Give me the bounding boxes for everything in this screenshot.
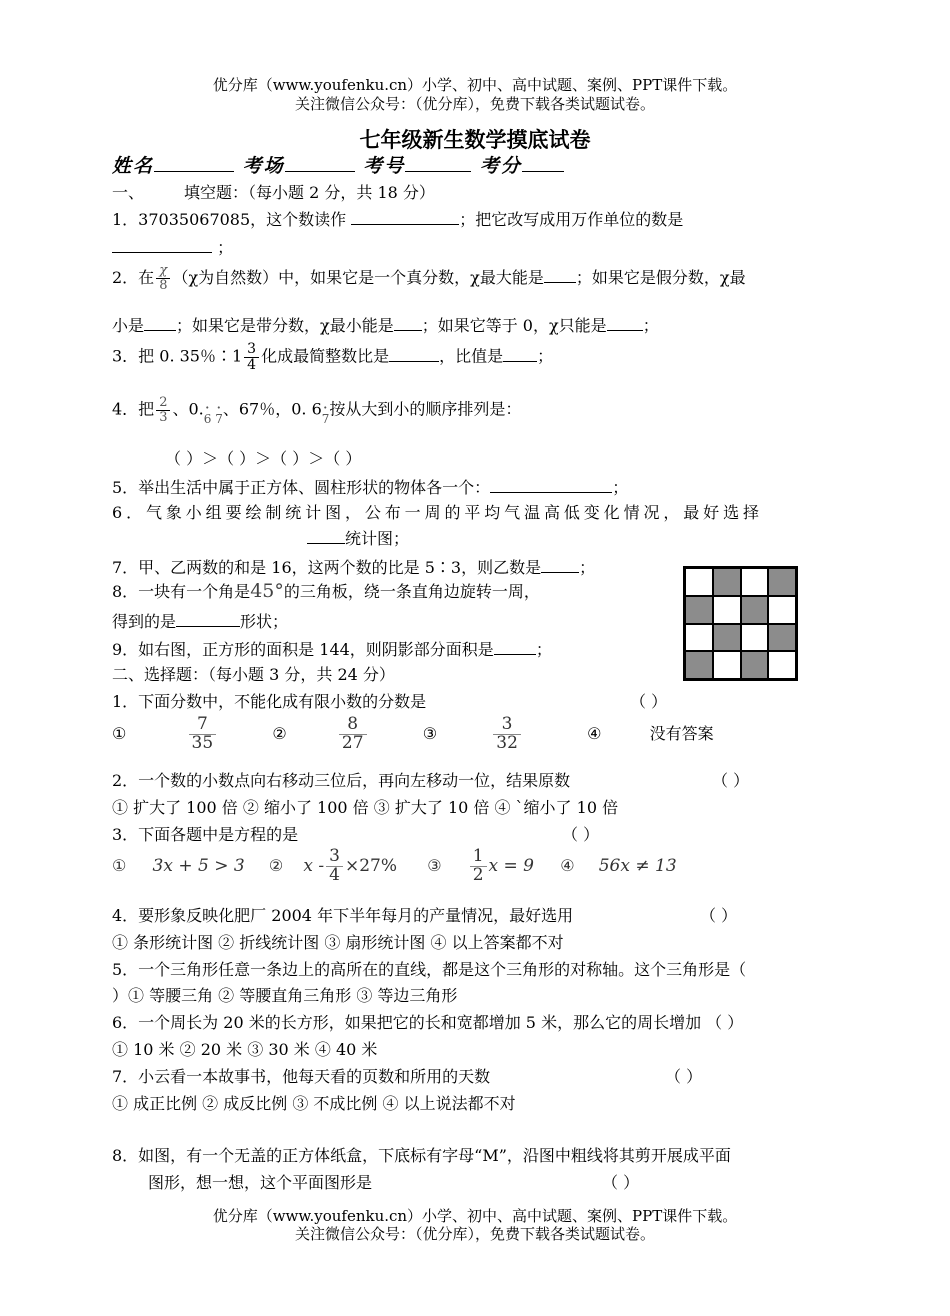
s1-q4-text-c: 、67％，0. 6: [222, 399, 322, 419]
s1-q2-text-e: ；如果它是带分数，χ最小能是: [176, 316, 394, 335]
s1-q2: [112, 264, 746, 293]
s1-q6-line2: [307, 525, 409, 549]
fraction-denominator: 27: [341, 732, 364, 753]
s2-q3-answer[interactable]: （ ）: [562, 825, 600, 844]
grid-cell: [741, 624, 769, 652]
option-3-marker[interactable]: ③: [422, 723, 438, 743]
s1-q5-blank[interactable]: [490, 474, 612, 493]
grid-cell: [741, 568, 769, 596]
fraction-numerator: 1: [470, 848, 487, 867]
s1-q7: [112, 554, 595, 578]
option-4-marker[interactable]: ④: [587, 723, 602, 743]
section2-heading: 二、选择题：（每小题 3 分，共 24 分）: [112, 665, 395, 684]
s1-q3-blank-1[interactable]: [389, 343, 439, 362]
s1-q3-blank-2[interactable]: [503, 343, 537, 362]
grid-cell-shaded: [768, 568, 796, 596]
s1-q9-text-a: 9．如右图，正方形的面积是 144，则阴影部分面积是: [112, 640, 494, 659]
grid-cell: [713, 651, 741, 679]
fraction-denominator: 2: [472, 864, 484, 885]
s1-q8-text-d: 形状；: [240, 612, 289, 631]
s1-q2-text-a: 2．在: [112, 268, 155, 287]
s1-q4-fraction: [156, 396, 170, 424]
grid-cell: [768, 651, 796, 679]
s2-q1-answer[interactable]: （ ）: [630, 692, 668, 711]
s1-q8-text-a: 8．一块有一个角是: [112, 582, 251, 601]
s2-q5: 5．一个三角形任意一条边上的高所在的直线，都是这个三角形的对称轴。这个三角形是（: [112, 960, 747, 979]
fraction-denominator: 3: [159, 409, 168, 425]
s2-q1: 1．下面分数中，不能化成有限小数的分数是: [112, 692, 427, 711]
option-4-text: 没有答案: [649, 723, 714, 743]
fraction-numerator: 3: [326, 848, 343, 867]
number-blank[interactable]: [405, 153, 471, 172]
section1-heading: [112, 180, 435, 203]
s2-q3-expr-2b: ×27%: [344, 855, 397, 876]
name-label: 姓名: [112, 155, 155, 177]
section1-number: 一、: [112, 183, 145, 202]
s1-q3-text-c: ，比值是: [439, 346, 504, 366]
s1-q2-text-b: （χ为自然数）中，如果它是一个真分数，χ最大能是: [172, 268, 544, 287]
s2-q5-options[interactable]: ）① 等腰三角 ② 等腰直角三角形 ③ 等边三角形: [112, 986, 458, 1005]
s2-q8: 8．如图，有一个无盖的正方体纸盒，下底标有字母“M”，沿图中粗线将其剪开展成平面: [112, 1146, 731, 1165]
s1-q5: [112, 474, 628, 498]
s1-q1-text-c: ；: [217, 238, 234, 257]
s1-q9-blank[interactable]: [494, 636, 536, 655]
s2-q7-options[interactable]: ① 成正比例 ② 成反比例 ③ 不成比例 ④ 以上说法都不对: [112, 1094, 516, 1113]
s1-q1-text-b: ；把它改写成用万作单位的数是: [459, 210, 684, 229]
s2-q3-expr-3: x = 9: [488, 855, 535, 876]
s1-q6: 6．气象小组要绘制统计图，公布一周的平均气温高低变化情况，最好选择: [112, 503, 763, 522]
s1-q1-text-a: 1．37035067085，这个数读作: [112, 210, 347, 229]
s1-q9: [112, 636, 552, 660]
fraction-numerator: χ: [156, 264, 170, 279]
s2-q3-fraction-3: [470, 848, 487, 885]
s1-q8: [112, 579, 540, 602]
s1-q3-fraction: [244, 342, 259, 372]
fraction-numerator: 7: [189, 716, 217, 735]
fraction-denominator: 35: [191, 732, 214, 753]
s2-q3-expr-2a: x -: [303, 855, 325, 876]
repeating-digit-7b: · $_7$: [322, 412, 330, 426]
grid-cell: [768, 596, 796, 624]
page-title: 七年级新生数学摸底试卷: [359, 127, 591, 152]
grid-cell-shaded: [713, 568, 741, 596]
option-2-marker[interactable]: ②: [268, 855, 284, 875]
s2-q1-fraction-3: [493, 716, 521, 753]
s2-q7: 7．小云看一本故事书，他每天看的页数和所用的天数: [112, 1067, 491, 1086]
grid-cell-shaded: [768, 624, 796, 652]
s1-q2-blank-1[interactable]: [544, 264, 576, 283]
repeating-digit-6: · 6: [204, 412, 212, 426]
s1-q9-text-b: ；: [535, 640, 552, 659]
s1-q7-text-a: 7．甲、乙两数的和是 16，这两个数的比是 5∶3，则乙数是: [112, 558, 542, 577]
grid-cell: [685, 568, 713, 596]
s1-q5-text-a: 5．举出生活中属于正方体、圆柱形状的物体各一个：: [112, 478, 491, 497]
s1-q4: [112, 396, 521, 424]
grid-cell-shaded: [685, 596, 713, 624]
option-2-marker[interactable]: ②: [272, 723, 287, 743]
s1-q7-text-b: ；: [579, 558, 596, 577]
s1-q2-line2: [112, 312, 659, 336]
s2-q1-fraction-1: [189, 716, 217, 753]
s1-q1: [112, 206, 683, 230]
s1-q5-text-b: ；: [612, 478, 629, 497]
s1-q8-text-c: 得到的是: [112, 612, 177, 631]
footer-line-2: 关注微信公众号：（优分库），免费下载各类试题试卷。: [294, 1225, 655, 1243]
s1-q7-blank[interactable]: [541, 554, 579, 573]
option-1-marker[interactable]: ①: [112, 855, 127, 875]
footer-line-1: 优分库（www.youfenku.cn）小学、初中、高中试题、案例、PPT课件下载。: [212, 1207, 738, 1225]
s2-q2: 2．一个数的小数点向右移动三位后，再向左移动一位，结果原数: [112, 771, 571, 790]
s1-q2-text-c: ；如果它是假分数，χ最: [575, 268, 746, 287]
s2-q3-expr-1: 3x + 5 > 3: [152, 855, 245, 876]
s2-q8-answer[interactable]: （ ）: [602, 1173, 640, 1192]
s1-q8-line2: [112, 608, 288, 632]
fraction-denominator: 32: [496, 732, 518, 753]
header-line-1: 优分库（www.youfenku.cn）小学、初中、高中试题、案例、PPT课件下载。: [212, 76, 738, 94]
s1-q8-angle: 45°: [250, 580, 284, 602]
option-3-marker[interactable]: ③: [427, 855, 442, 875]
grid-cell-shaded: [741, 651, 769, 679]
grid-cell: [713, 596, 741, 624]
s2-q2-answer[interactable]: （ ）: [712, 771, 750, 790]
s2-q6-options[interactable]: ① 10 米 ② 20 米 ③ 30 米 ④ 40 米: [112, 1040, 378, 1059]
s1-q4-order[interactable]: （ ）＞（ ）＞（ ）＞（ ）: [165, 449, 362, 468]
s1-q2-text-d: 小是: [112, 316, 145, 335]
score-blank[interactable]: [522, 153, 564, 172]
s1-q8-blank[interactable]: [176, 608, 240, 627]
s2-q4-answer[interactable]: （ ）: [700, 906, 738, 925]
s1-q2-blank-4[interactable]: [607, 312, 643, 331]
s2-q4: 4．要形象反映化肥厂 2004 年下半年每月的产量情况，最好选用: [112, 906, 574, 925]
s2-q7-answer[interactable]: （ ）: [665, 1067, 703, 1086]
room-blank[interactable]: [285, 153, 355, 172]
option-4-marker[interactable]: ④: [560, 855, 575, 875]
s1-q4-text-d: 按从大到小的顺序排列是：: [329, 399, 522, 419]
s1-q2-blank-3[interactable]: [394, 312, 422, 331]
s2-q2-options[interactable]: ① 扩大了 100 倍 ② 缩小了 100 倍 ③ 扩大了 10 倍 ④ `缩小了 10 倍: [112, 798, 619, 817]
grid-cell-shaded: [713, 624, 741, 652]
grid-cell-shaded: [741, 596, 769, 624]
fraction-denominator: 8: [159, 278, 168, 293]
s2-q4-options[interactable]: ① 条形统计图 ② 折线统计图 ③ 扇形统计图 ④ 以上答案都不对: [112, 933, 564, 952]
s2-q1-fraction-2: [339, 716, 367, 753]
grid-cell-shaded: [685, 651, 713, 679]
s2-q3-options: [112, 848, 677, 885]
s2-q8-line2: 图形，想一想，这个平面图形是: [148, 1173, 373, 1192]
repeating-digit-7: · 7: [215, 412, 223, 426]
s2-q3: 3．下面各题中是方程的是: [112, 825, 299, 844]
s1-q8-text-b: 的三角板，绕一条直角边旋转一周，: [283, 582, 540, 601]
info-line: [112, 151, 564, 178]
fraction-numerator: 8: [339, 716, 367, 735]
name-blank[interactable]: [154, 153, 234, 172]
s1-q6-text-b: 统计图；: [345, 529, 410, 548]
fraction-denominator: 4: [247, 356, 257, 373]
s1-q3-text-d: ；: [537, 346, 554, 366]
s2-q1-options: [112, 716, 714, 753]
s1-q2-text-g: ；: [642, 316, 659, 335]
s1-q6-blank[interactable]: [307, 525, 345, 544]
s1-q3-text-b: 化成最简整数比是: [261, 346, 390, 366]
s2-q3-expr-4: 56x ≠ 13: [598, 855, 677, 876]
section1-heading-text: 填空题：（每小题 2 分，共 18 分）: [184, 183, 435, 202]
s1-q2-fraction: [156, 264, 170, 292]
room-label: 考场: [242, 155, 285, 177]
s1-q4-text-a: 4．把: [112, 399, 155, 419]
shaded-square-figure: [683, 566, 798, 681]
fraction-numerator: 3: [493, 716, 521, 735]
grid-cell: [685, 624, 713, 652]
s2-q3-fraction-2: [326, 848, 343, 885]
s1-q3: [112, 342, 553, 372]
fraction-numerator: 2: [156, 396, 170, 411]
s1-q1-blank-1[interactable]: [351, 206, 459, 225]
s1-q4-text-b: 、0.: [172, 399, 204, 419]
s1-q1-blank-2[interactable]: [112, 234, 212, 253]
s1-q3-text-a: 3．把 0. 35％∶1: [112, 346, 243, 366]
fraction-numerator: 3: [244, 342, 259, 358]
s2-q6: 6．一个周长为 20 米的长方形，如果把它的长和宽都增加 5 米，那么它的周长增加 （ ）: [112, 1013, 744, 1032]
option-1-marker[interactable]: ①: [112, 723, 127, 743]
s1-q1-line2: [112, 234, 233, 258]
header-line-2: 关注微信公众号：（优分库），免费下载各类试题试卷。: [294, 95, 655, 113]
fraction-denominator: 4: [329, 864, 340, 885]
s1-q2-text-f: ；如果它等于 0，χ只能是: [421, 316, 607, 335]
number-label: 考号: [363, 155, 406, 177]
score-label: 考分: [479, 155, 522, 177]
s1-q2-blank-2[interactable]: [144, 312, 176, 331]
